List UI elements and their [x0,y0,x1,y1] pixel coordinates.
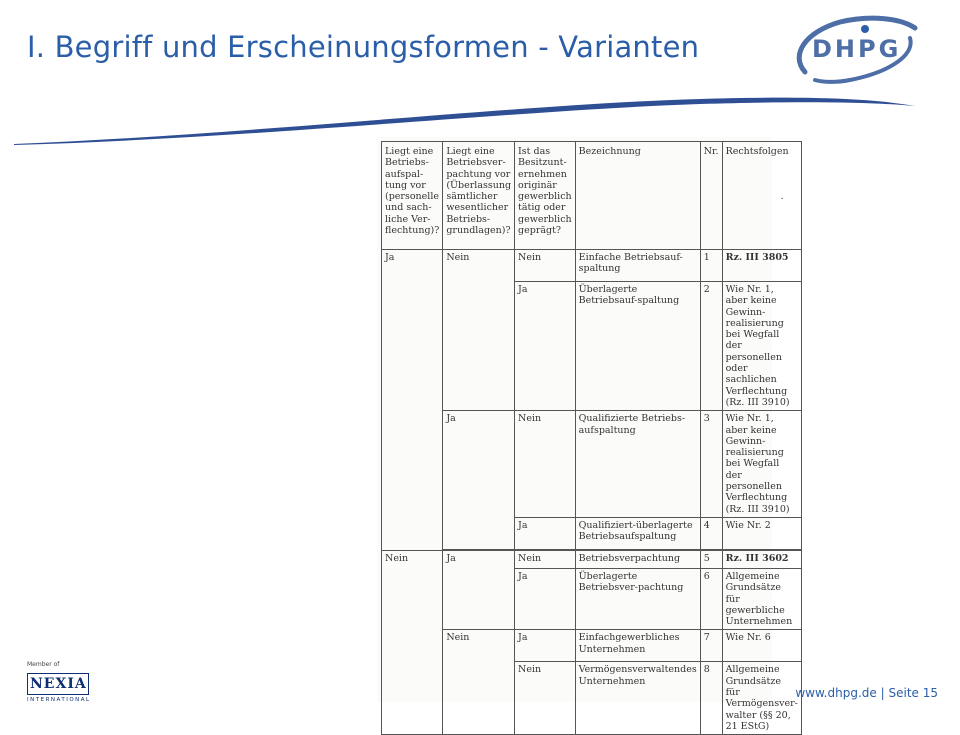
nexia-subtitle: INTERNATIONAL [27,697,91,703]
footer [795,686,938,700]
table-row [382,630,802,662]
member-of-label: Member of [27,661,60,668]
cell-bezeichnung: Einfache Betriebsauf-spaltung [575,250,700,282]
cell-nr: 4 [700,517,722,549]
cell-bezeichnung: Überlagerte Betriebsver-pachtung [575,568,700,629]
cell-rechtsfolgen: Wie Nr. 1, aber keine Gewinn-realisierung bei Wegfall der personellen Verflechtung (Rz. III 3910) [722,411,801,518]
cell-bezeichnung: Qualifizierte Betriebs-aufspaltung [575,411,700,518]
cell-col3: Nein [515,411,576,518]
header-bezeichnung: Bezeichnung [575,142,700,250]
cell-rechtsfolgen: Allgemeine Grundsätze für Vermögensver-walter (§§ 20, 21 EStG) [722,662,801,735]
cell-rechtsfolgen: Allgemeine Grundsätze für gewerbliche Unternehmen [722,568,801,629]
header-betriebsaufspaltung: Liegt eine Betriebs-aufspal-tung vor (personelle und sach-liche Ver-flechtung)? [382,142,443,250]
header-mark: . [780,191,784,203]
header-betriebsverpachtung: Liegt eine Betriebsver-pachtung vor (Überlassung sämtlicher wesentlicher Betriebs-grundlagen)? [443,142,515,250]
table-row [382,550,802,568]
cell-bezeichnung: Überlagerte Betriebsauf-spaltung [575,282,700,411]
cell-verpachtung-ja: Ja [443,550,515,629]
header-nr: Nr. [700,142,722,250]
cell-bezeichnung: Vermögensverwaltendes Unternehmen [575,662,700,735]
cell-nr: 6 [700,568,722,629]
slide-title: I. Begriff und Erscheinungsformen - Varianten [27,30,700,64]
footer-url[interactable]: www.dhpg.de [795,686,877,700]
cell-col3: Ja [515,630,576,662]
cell-rechtsfolgen: Rz. III 3602 [722,550,801,568]
cell-verpachtung-ja: Ja [443,411,515,550]
logo-text: DHPG [812,35,902,63]
table-row [382,411,802,518]
cell-bezeichnung: Betriebsverpachtung [575,550,700,568]
cell-col3: Ja [515,568,576,629]
cell-rechtsfolgen: Wie Nr. 6 [722,630,801,662]
cell-aufspaltung-nein: Nein [382,550,443,734]
header-rechtsfolgen [722,142,801,250]
cell-col3: Ja [515,517,576,549]
footer-separator: | [880,686,885,700]
cell-col3: Nein [515,250,576,282]
cell-nr: 7 [700,630,722,662]
cell-rechtsfolgen: Rz. III 3805 [722,250,801,282]
table-row [382,250,802,282]
cell-col3: Nein [515,550,576,568]
cell-rechtsfolgen: Wie Nr. 2 [722,517,801,549]
cell-nr: 3 [700,411,722,518]
cell-nr: 5 [700,550,722,568]
cell-verpachtung-nein: Nein [443,250,515,411]
nexia-logo-text: NEXIA [30,676,87,692]
cell-nr: 8 [700,662,722,735]
cell-nr: 2 [700,282,722,411]
cell-aufspaltung-ja: Ja [382,250,443,551]
cell-col3: Nein [515,662,576,735]
cell-rechtsfolgen: Wie Nr. 1, aber keine Gewinn-realisierung bei Wegfall der personellen oder sachlichen Verflechtung (Rz. III 3910) [722,282,801,411]
rechtsfolgen-table [381,141,802,735]
header-rechtsfolgen-label: Rechtsfolgen [725,146,789,157]
cell-bezeichnung: Qualifiziert-überlagerte Betriebsaufspaltung [575,517,700,549]
header-gewerblich: Ist das Besitzunt-ernehmen originär gewerblich tätig oder gewerblich geprägt? [515,142,576,250]
cell-verpachtung-nein: Nein [443,630,515,735]
cell-col3: Ja [515,282,576,411]
cell-bezeichnung: Einfachgewerbliches Unternehmen [575,630,700,662]
cell-nr: 1 [700,250,722,282]
page-number: Seite 15 [888,686,938,700]
